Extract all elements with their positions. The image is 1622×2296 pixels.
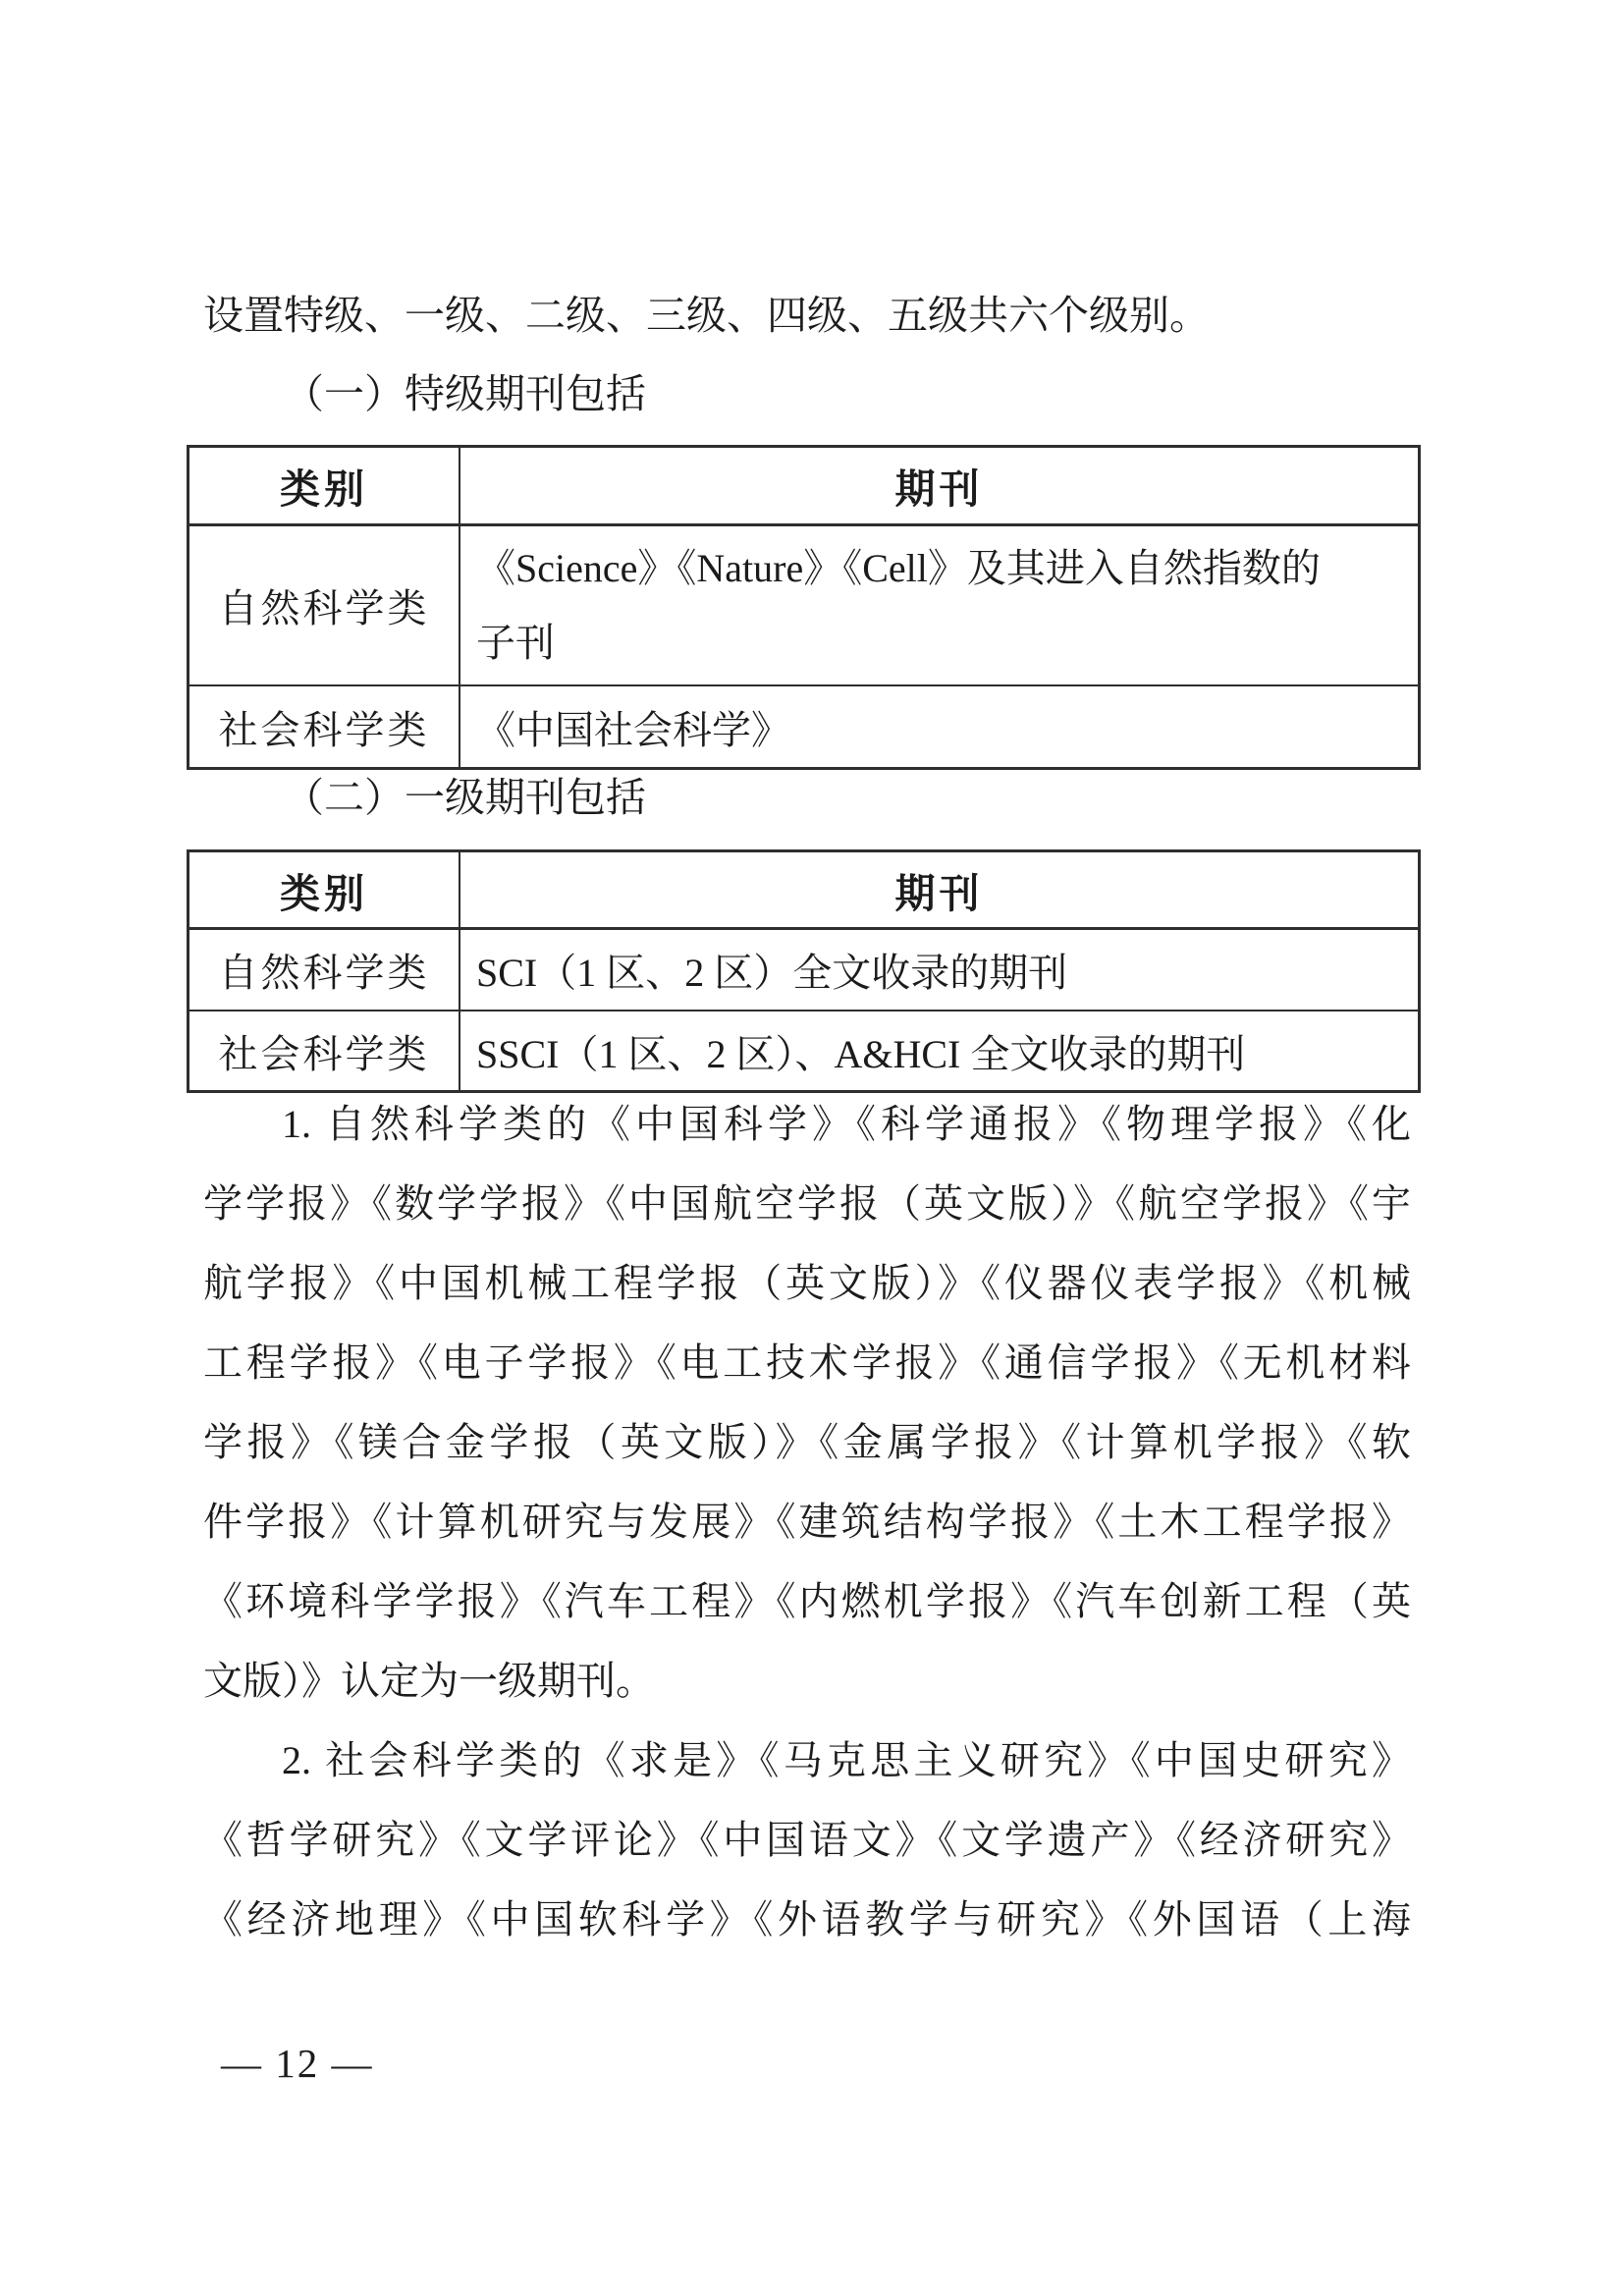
body-line: 航学报》《中国机械工程学报（英文版）》《仪器仪表学报》《机械	[203, 1261, 1411, 1305]
body-paragraphs	[203, 1084, 1411, 1959]
level1-table-header-journal: 期刊	[460, 852, 1418, 930]
level1-journal-table	[187, 849, 1421, 1093]
body-line: 学报》《镁合金学报（英文版）》《金属学报》《计算机学报》《软	[203, 1420, 1411, 1464]
body-line: 《经济地理》《中国软科学》《外语教学与研究》《外国语（上海	[203, 1897, 1411, 1941]
body-line: 《哲学研究》《文学评论》《中国语文》《文学遗产》《经济研究》	[203, 1818, 1411, 1862]
special-table-row1-journal	[460, 526, 1418, 686]
body-line: 文版）》认定为一级期刊。	[203, 1659, 655, 1703]
section-2-heading: （二）一级期刊包括	[284, 775, 646, 820]
special-table-row2-journal: 《中国社会科学》	[476, 707, 790, 752]
page-number: — 12 —	[221, 2041, 374, 2086]
intro-line: 设置特级、一级、二级、三级、四级、五级共六个级别。	[203, 293, 1210, 338]
special-journal-table	[187, 445, 1421, 770]
special-table-header-category: 类别	[189, 448, 460, 526]
body-line: 学学报》《数学学报》《中国航空学报（英文版）》《航空学报》《宇	[203, 1181, 1411, 1226]
level1-table-row2-category: 社会科学类	[189, 1011, 460, 1090]
body-line: 件学报》《计算机研究与发展》《建筑结构学报》《土木工程学报》	[203, 1500, 1411, 1544]
special-table-row1-journal-line2: 子刊	[476, 620, 555, 665]
body-line: 2. 社会科学类的《求是》《马克思主义研究》《中国史研究》	[282, 1738, 1411, 1782]
special-table-row1-category: 自然科学类	[189, 526, 460, 686]
section-1-heading: （一）特级期刊包括	[284, 371, 646, 416]
special-table-row1-journal-line1: 《Science》《Nature》《Cell》及其进入自然指数的	[476, 545, 1321, 590]
special-table-row2-category: 社会科学类	[189, 686, 460, 767]
body-line: 《环境科学学报》《汽车工程》《内燃机学报》《汽车创新工程（英	[203, 1579, 1411, 1623]
body-line: 工程学报》《电子学报》《电工技术学报》《通信学报》《无机材料	[203, 1340, 1411, 1385]
level1-table-row2-journal: SSCI（1 区、2 区）、A&HCI 全文收录的期刊	[476, 1031, 1246, 1076]
level1-table-header-category: 类别	[189, 852, 460, 930]
special-table-header-journal: 期刊	[460, 448, 1418, 526]
level1-table-row1-category: 自然科学类	[189, 930, 460, 1011]
level1-table-row1-journal: SCI（1 区、2 区）全文收录的期刊	[460, 930, 1418, 1011]
body-line: 1. 自然科学类的《中国科学》《科学通报》《物理学报》《化	[282, 1102, 1411, 1146]
